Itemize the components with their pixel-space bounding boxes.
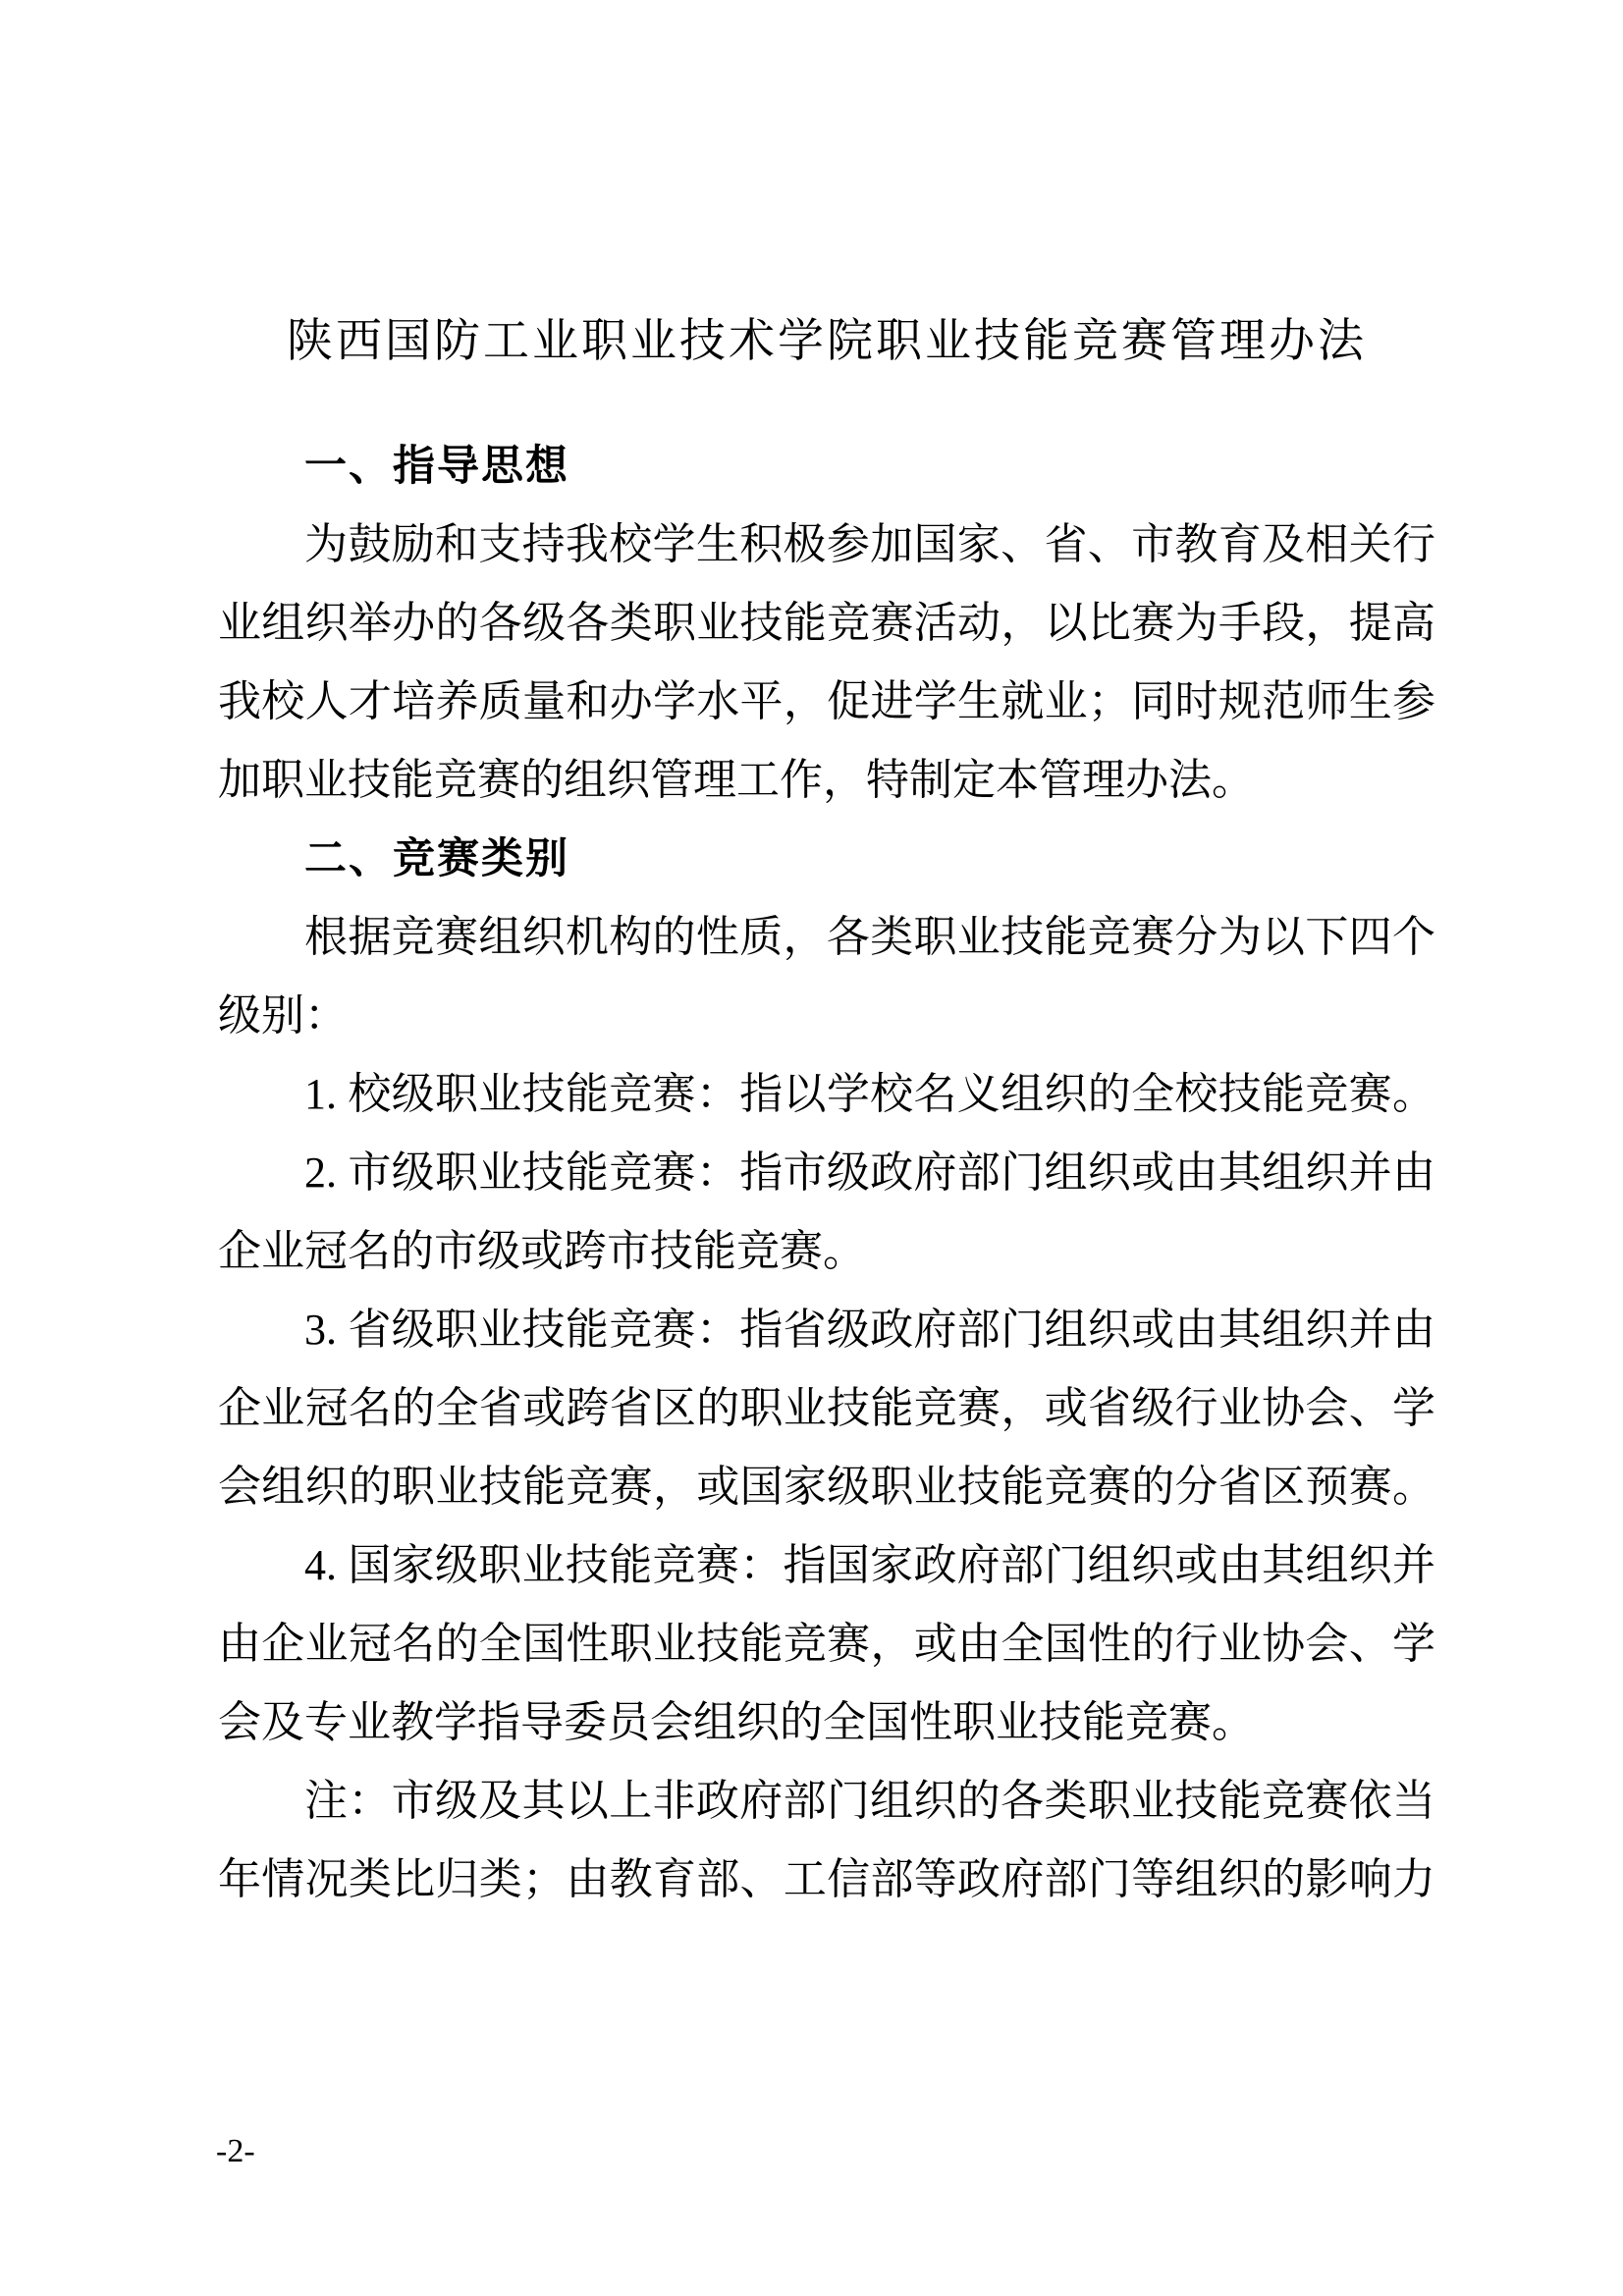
text-line: 加职业技能竞赛的组织管理工作，特制定本管理办法。 <box>218 756 1255 804</box>
text-line: 企业冠名的市级或跨市技能竞赛。 <box>218 1227 866 1275</box>
text-line: 会及专业教学指导委员会组织的全国性职业技能竞赛。 <box>218 1698 1255 1746</box>
text-line: 年情况类比归类；由教育部、工信部等政府部门等组织的影响力 <box>218 1855 1435 1903</box>
text-line: 1. 校级职业技能竞赛：指以学校名义组织的全校技能竞赛。 <box>304 1070 1435 1118</box>
text-line: 级别： <box>218 991 348 1040</box>
text-line: 4. 国家级职业技能竞赛：指国家政府部门组织或由其组织并 <box>304 1541 1435 1589</box>
text-line: 根据竞赛组织机构的性质，各类职业技能竞赛分为以下四个 <box>304 913 1435 961</box>
text-line: 我校人才培养质量和办学水平，促进学生就业；同时规范师生参 <box>218 677 1435 725</box>
text-line: 由企业冠名的全国性职业技能竞赛，或由全国性的行业协会、学 <box>218 1620 1435 1668</box>
text-line: 企业冠名的全省或跨省区的职业技能竞赛，或省级行业协会、学 <box>218 1384 1435 1432</box>
text-line: 为鼓励和支持我校学生积极参加国家、省、市教育及相关行 <box>304 520 1435 568</box>
document-title: 陕西国防工业职业技术学院职业技能竞赛管理办法 <box>287 316 1367 367</box>
text-line: 注：市级及其以上非政府部门组织的各类职业技能竞赛依当 <box>304 1777 1435 1825</box>
page-number: -2- <box>216 2133 255 2169</box>
text-line: 2. 市级职业技能竞赛：指市级政府部门组织或由其组织并由 <box>304 1148 1435 1197</box>
text-line: 3. 省级职业技能竞赛：指省级政府部门组织或由其组织并由 <box>304 1306 1435 1354</box>
section-heading: 二、竞赛类别 <box>304 835 569 882</box>
text-line: 业组织举办的各级各类职业技能竞赛活动，以比赛为手段，提高 <box>218 599 1435 647</box>
text-line: 会组织的职业技能竞赛，或国家级职业技能竞赛的分省区预赛。 <box>218 1463 1435 1511</box>
section-heading: 一、指导思想 <box>304 443 569 490</box>
document-body <box>218 427 1435 1919</box>
